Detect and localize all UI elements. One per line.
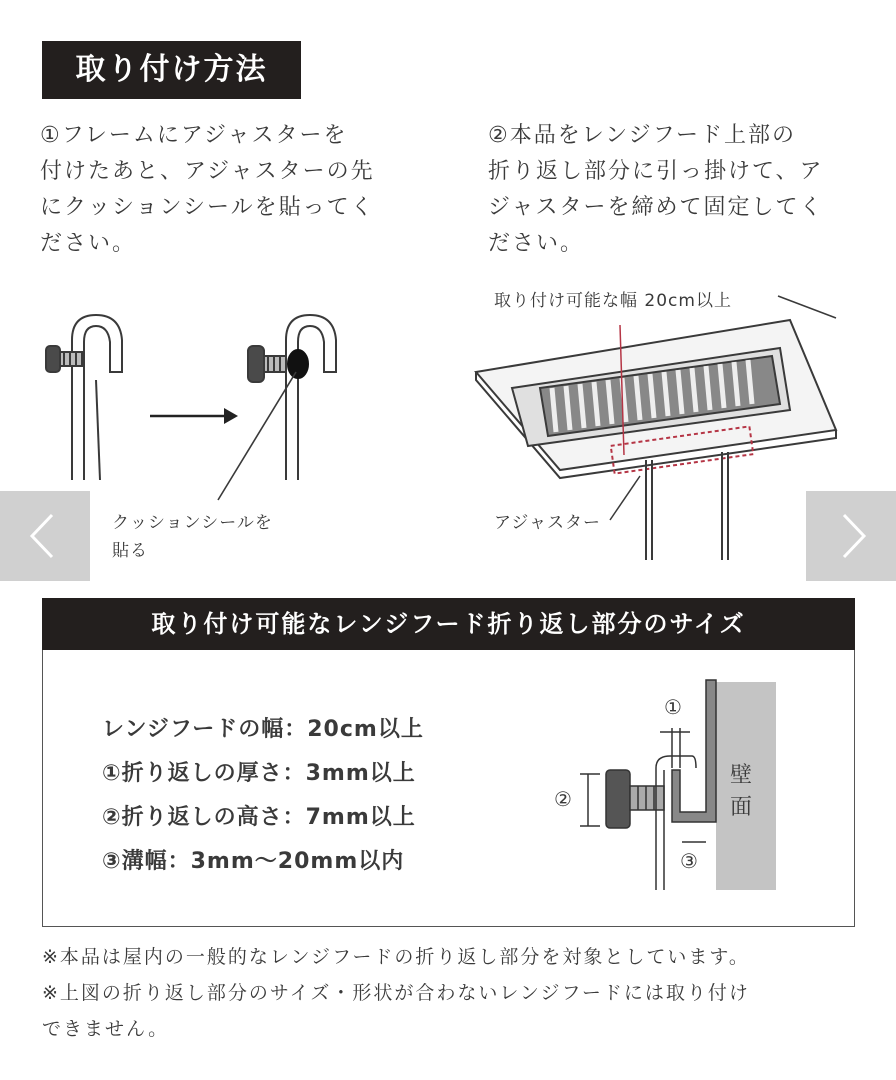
- step-1-line: にクッションシールを貼ってく: [40, 195, 375, 220]
- step-1-line: ①フレームにアジャスターを: [40, 123, 348, 148]
- note-line: できません。: [42, 1018, 170, 1040]
- step-2-line: 折り返し部分に引っ掛けて、ア: [488, 159, 824, 184]
- cushion-seal-label: クッションシールを: [112, 513, 273, 533]
- wall-label: 面: [730, 795, 753, 820]
- marker-3: ③: [680, 849, 699, 873]
- width-label: 取り付け可能な幅 20cm以上: [494, 291, 732, 311]
- step-1-line: 付けたあと、アジャスターの先: [40, 159, 375, 184]
- note-line: ※本品は屋内の一般的なレンジフードの折り返し部分を対象としています。: [42, 946, 750, 968]
- marker-2: ②: [554, 787, 573, 811]
- spec-line: レンジフードの幅：20cm以上: [102, 717, 424, 742]
- adjuster-label: アジャスター: [494, 513, 601, 533]
- step-1-line: ださい。: [40, 231, 137, 256]
- step-2-line: ジャスターを締めて固定してく: [488, 195, 824, 220]
- step-2-line: ださい。: [488, 231, 585, 256]
- step-2-line: ②本品をレンジフード上部の: [488, 123, 796, 148]
- marker-1: ①: [664, 695, 683, 719]
- note-line: ※上図の折り返し部分のサイズ・形状が合わないレンジフードには取り付け: [42, 982, 750, 1004]
- spec-line: ②折り返しの高さ：7mm以上: [102, 805, 416, 830]
- cushion-seal-label: 貼る: [112, 541, 148, 561]
- page-title: 取り付け方法: [42, 41, 301, 99]
- size-section-title: 取り付け可能なレンジフード折り返し部分のサイズ: [42, 598, 855, 650]
- wall-label: 壁: [730, 763, 753, 788]
- spec-line: ③溝幅：3mm〜20mm以内: [102, 849, 405, 874]
- spec-line: ①折り返しの厚さ：3mm以上: [102, 761, 416, 786]
